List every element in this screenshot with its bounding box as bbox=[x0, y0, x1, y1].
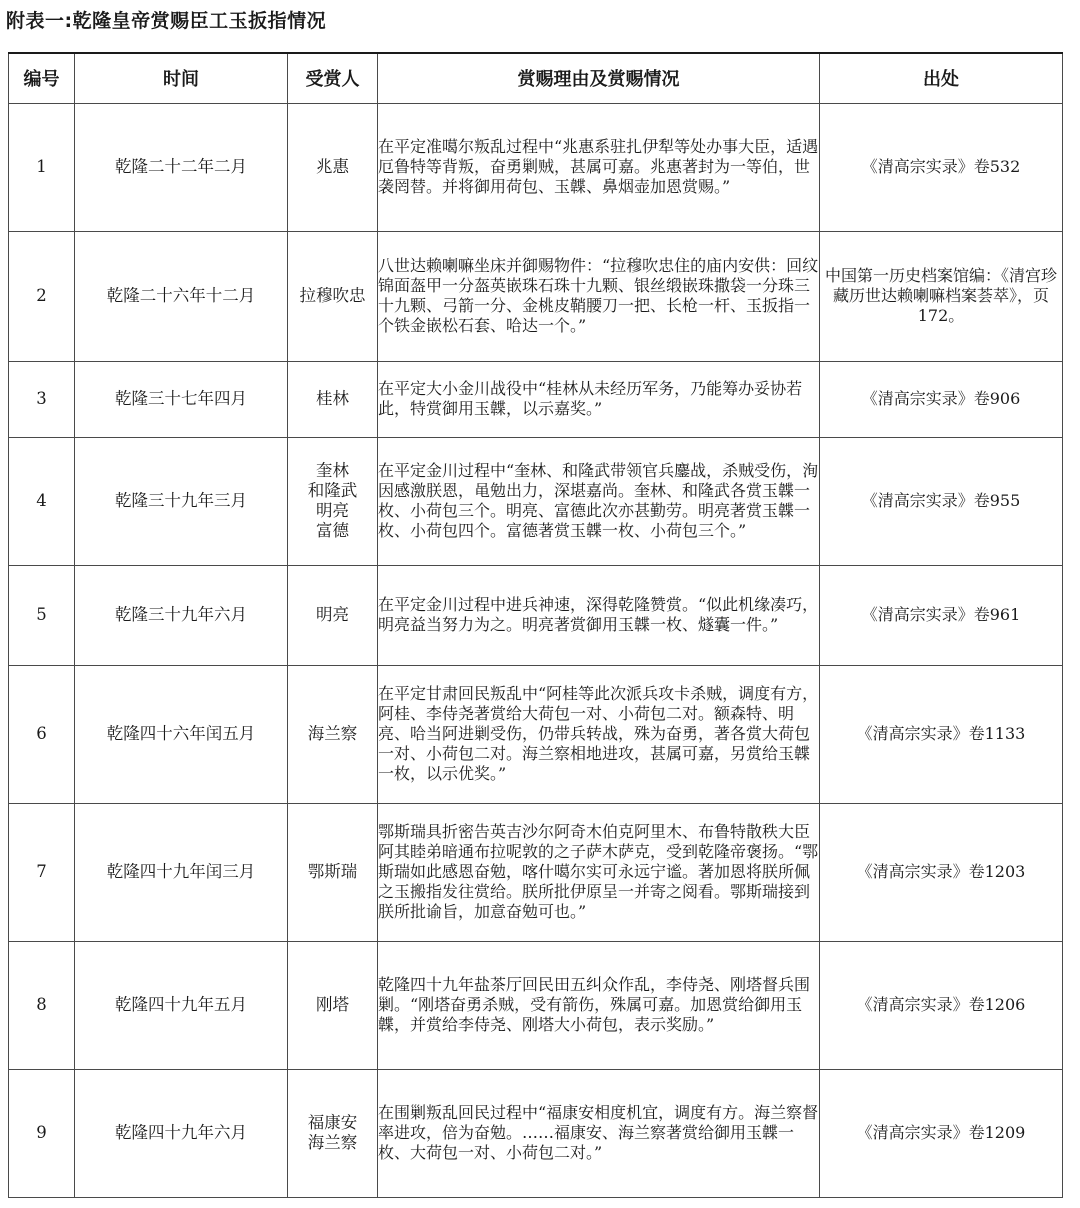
cell-recipient: 奎林 和隆武 明亮 富德 bbox=[288, 437, 378, 565]
header-time: 时间 bbox=[75, 53, 288, 103]
cell-number: 6 bbox=[9, 665, 75, 803]
table-row bbox=[9, 103, 1063, 231]
cell-source: 《清高宗实录》卷961 bbox=[820, 565, 1063, 665]
cell-reason: 在平定大小金川战役中“桂林从未经历军务，乃能筹办妥协若此，特赏御用玉韘，以示嘉奖。” bbox=[378, 361, 820, 437]
cell-number: 5 bbox=[9, 565, 75, 665]
cell-reason: 乾隆四十九年盐茶厅回民田五纠众作乱，李侍尧、刚塔督兵围剿。“刚塔奋勇杀贼，受有箭伤，殊属可嘉。加恩赏给御用玉韘，并赏给李侍尧、刚塔大小荷包，表示奖励。” bbox=[378, 941, 820, 1069]
cell-recipient: 桂林 bbox=[288, 361, 378, 437]
table-row bbox=[9, 231, 1063, 361]
cell-reason: 在围剿叛乱回民过程中“福康安相度机宜，调度有方。海兰察督率进攻，倍为奋勉。……福康安、海兰察著赏给御用玉韘一枚、大荷包一对、小荷包二对。” bbox=[378, 1069, 820, 1197]
cell-source: 《清高宗实录》卷955 bbox=[820, 437, 1063, 565]
cell-recipient: 拉穆吹忠 bbox=[288, 231, 378, 361]
cell-number: 2 bbox=[9, 231, 75, 361]
table-row bbox=[9, 565, 1063, 665]
cell-reason: 鄂斯瑞具折密告英吉沙尔阿奇木伯克阿里木、布鲁特散秩大臣阿其睦弟暗通布拉呢敦的之子萨木萨克，受到乾隆帝褒扬。“鄂斯瑞如此感恩奋勉，喀什噶尔实可永远宁谧。著加恩将朕所佩之玉搬指发往赏给。朕所批伊原呈一并寄之阅看。鄂斯瑞接到朕所批谕旨，加意奋勉可也。” bbox=[378, 803, 820, 941]
cell-reason: 在平定金川过程中“奎林、和隆武带领官兵鏖战，杀贼受伤，洵因感激朕恩，黾勉出力，深堪嘉尚。奎林、和隆武各赏玉韘一枚、小荷包三个。明亮、富德此次亦甚勤劳。明亮著赏玉韘一枚、小荷包四个。富德著赏玉韘一枚、小荷包三个。” bbox=[378, 437, 820, 565]
cell-source: 《清高宗实录》卷1209 bbox=[820, 1069, 1063, 1197]
header-number: 编号 bbox=[9, 53, 75, 103]
header-row bbox=[9, 53, 1063, 103]
table-row bbox=[9, 941, 1063, 1069]
cell-time: 乾隆三十九年三月 bbox=[75, 437, 288, 565]
cell-time: 乾隆二十六年十二月 bbox=[75, 231, 288, 361]
cell-number: 3 bbox=[9, 361, 75, 437]
cell-recipient: 明亮 bbox=[288, 565, 378, 665]
cell-time: 乾隆四十九年六月 bbox=[75, 1069, 288, 1197]
cell-source: 《清高宗实录》卷1203 bbox=[820, 803, 1063, 941]
page-title: 附表一:乾隆皇帝赏赐臣工玉扳指情况 bbox=[6, 10, 327, 32]
cell-source: 中国第一历史档案馆编：《清宫珍藏历世达赖喇嘛档案荟萃》，页172。 bbox=[820, 231, 1063, 361]
cell-time: 乾隆二十二年二月 bbox=[75, 103, 288, 231]
cell-number: 8 bbox=[9, 941, 75, 1069]
cell-number: 7 bbox=[9, 803, 75, 941]
table-row bbox=[9, 1069, 1063, 1197]
cell-time: 乾隆四十九年闰三月 bbox=[75, 803, 288, 941]
cell-recipient: 福康安 海兰察 bbox=[288, 1069, 378, 1197]
cell-recipient: 兆惠 bbox=[288, 103, 378, 231]
table-body bbox=[9, 103, 1063, 1197]
cell-reason: 在平定金川过程中进兵神速，深得乾隆赞赏。“似此机缘凑巧，明亮益当努力为之。明亮著赏御用玉韘一枚、燧囊一件。” bbox=[378, 565, 820, 665]
cell-recipient: 海兰察 bbox=[288, 665, 378, 803]
cell-reason: 八世达赖喇嘛坐床并御赐物件：“拉穆吹忠住的庙内安供：回纹锦面盔甲一分盔英嵌珠石珠十九颗、银丝缎嵌珠撒袋一分珠三十九颗、弓箭一分、金桃皮鞘腰刀一把、长枪一杆、玉扳指一个铁金嵌松石套、哈达一个。” bbox=[378, 231, 820, 361]
cell-number: 1 bbox=[9, 103, 75, 231]
cell-source: 《清高宗实录》卷906 bbox=[820, 361, 1063, 437]
cell-number: 9 bbox=[9, 1069, 75, 1197]
cell-reason: 在平定准噶尔叛乱过程中“兆惠系驻扎伊犁等处办事大臣，适遇厄鲁特等背叛，奋勇剿贼，甚属可嘉。兆惠著封为一等伯，世袭罔替。并将御用荷包、玉韘、鼻烟壶加恩赏赐。” bbox=[378, 103, 820, 231]
cell-time: 乾隆三十九年六月 bbox=[75, 565, 288, 665]
table-row bbox=[9, 437, 1063, 565]
cell-source: 《清高宗实录》卷1206 bbox=[820, 941, 1063, 1069]
cell-recipient: 鄂斯瑞 bbox=[288, 803, 378, 941]
awards-table bbox=[8, 52, 1063, 1198]
cell-time: 乾隆四十六年闰五月 bbox=[75, 665, 288, 803]
header-recipient: 受赏人 bbox=[288, 53, 378, 103]
cell-source: 《清高宗实录》卷532 bbox=[820, 103, 1063, 231]
table-header bbox=[9, 53, 1063, 103]
cell-time: 乾隆三十七年四月 bbox=[75, 361, 288, 437]
cell-number: 4 bbox=[9, 437, 75, 565]
cell-recipient: 刚塔 bbox=[288, 941, 378, 1069]
table-row bbox=[9, 665, 1063, 803]
table-row bbox=[9, 361, 1063, 437]
table-row bbox=[9, 803, 1063, 941]
cell-reason: 在平定甘肃回民叛乱中“阿桂等此次派兵攻卡杀贼，调度有方，阿桂、李侍尧著赏给大荷包一对、小荷包二对。额森特、明亮、哈当阿进剿受伤，仍带兵转战，殊为奋勇，著各赏大荷包一对、小荷包二对。海兰察相地进攻，甚属可嘉，另赏给玉韘一枚，以示优奖。” bbox=[378, 665, 820, 803]
header-reason: 赏赐理由及赏赐情况 bbox=[378, 53, 820, 103]
cell-time: 乾隆四十九年五月 bbox=[75, 941, 288, 1069]
cell-source: 《清高宗实录》卷1133 bbox=[820, 665, 1063, 803]
header-source: 出处 bbox=[820, 53, 1063, 103]
